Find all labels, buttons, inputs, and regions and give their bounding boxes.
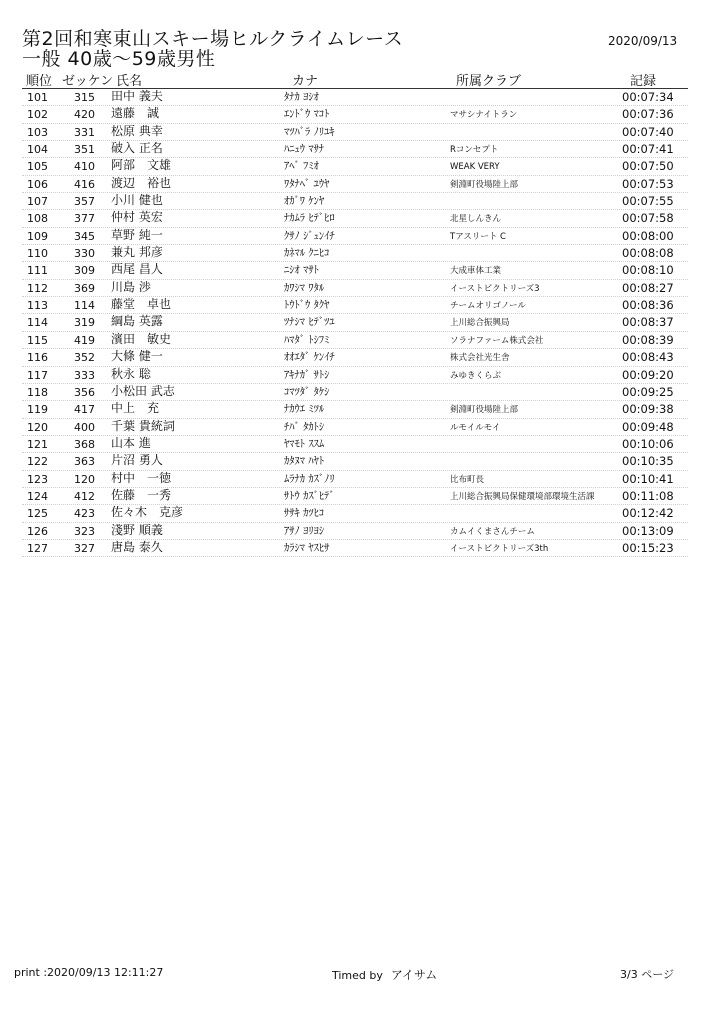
cell-kana: ﾔﾏﾓﾄ ｽｽﾑ [284, 437, 325, 450]
cell-rank: 106 [27, 177, 48, 191]
cell-club: 剣淵町役場陸上部 [450, 405, 519, 416]
cell-rank: 111 [27, 264, 48, 278]
cell-kana: ｶﾜｼﾏ ﾜﾀﾙ [284, 281, 325, 294]
cell-kana: ﾆｼｵ ﾏｻﾄ [284, 264, 319, 277]
cell-time: 00:08:08 [622, 246, 674, 261]
cell-time: 00:07:58 [622, 211, 674, 226]
cell-rank: 124 [27, 489, 48, 503]
cell-bib: 333 [74, 368, 95, 382]
cell-rank: 107 [27, 195, 48, 209]
cell-rank: 123 [27, 472, 48, 486]
table-row [0, 297, 724, 314]
cell-rank: 105 [27, 160, 48, 174]
race-date: 2020/09/13 [608, 34, 678, 48]
cell-name: 中上 充 [111, 401, 160, 416]
results-table [0, 89, 724, 557]
cell-rank: 102 [27, 108, 48, 122]
table-row [0, 453, 724, 470]
table-row [0, 176, 724, 193]
cell-rank: 127 [27, 541, 48, 555]
cell-kana: ｻｻｷ ｶﾂﾋｺ [284, 507, 325, 520]
cell-club: 比布町長 [450, 474, 485, 485]
cell-bib: 114 [74, 299, 95, 313]
table-row [0, 367, 724, 384]
cell-time: 00:07:34 [622, 90, 674, 104]
cell-club: 株式会社光生舎 [450, 353, 510, 364]
cell-kana: ﾜﾀﾅﾍﾞ ﾕｳﾔ [284, 177, 330, 190]
cell-bib: 351 [74, 143, 95, 157]
cell-name: 渡辺 裕也 [111, 175, 172, 190]
cell-kana: ｶﾀﾇﾏ ﾊﾔﾄ [284, 455, 325, 468]
category-title: 一般 40歳～59歳男性 [22, 48, 216, 70]
cell-name: 佐々木 克彦 [111, 505, 184, 520]
cell-name: 遠藤 誠 [111, 106, 160, 121]
cell-rank: 121 [27, 437, 48, 451]
cell-time: 00:09:20 [622, 367, 674, 382]
table-row [0, 106, 724, 123]
table-row [0, 505, 724, 522]
cell-kana: ｵｵｴﾀﾞ ｹﾝｲﾁ [284, 351, 335, 364]
cell-name: 大條 健一 [111, 349, 163, 364]
cell-time: 00:10:06 [622, 436, 674, 451]
col-time-header: 記録 [630, 74, 657, 89]
col-kana-header: カナ [292, 74, 319, 89]
cell-bib: 368 [74, 437, 95, 451]
cell-time: 00:08:43 [622, 350, 674, 365]
cell-club: 北星しんきん [450, 214, 502, 225]
cell-bib: 417 [74, 403, 95, 417]
cell-kana: ｱｷﾅｶﾞ ｻﾄｼ [284, 368, 330, 381]
cell-time: 00:15:23 [622, 540, 674, 555]
cell-bib: 357 [74, 195, 95, 209]
cell-bib: 412 [74, 489, 95, 503]
cell-name: 兼丸 邦彦 [111, 245, 163, 260]
cell-bib: 423 [74, 507, 95, 521]
cell-rank: 118 [27, 385, 48, 399]
cell-name: 秋永 聡 [111, 366, 151, 381]
col-club-header: 所属クラブ [456, 74, 522, 89]
cell-time: 00:07:36 [622, 107, 674, 122]
cell-club: ソラナファーム株式会社 [450, 335, 544, 346]
cell-bib: 356 [74, 385, 95, 399]
cell-rank: 108 [27, 212, 48, 226]
print-timestamp: print :2020/09/13 12:11:27 [14, 966, 164, 979]
cell-bib: 410 [74, 160, 95, 174]
cell-bib: 315 [74, 91, 95, 104]
table-row [0, 540, 724, 557]
cell-time: 00:12:42 [622, 506, 674, 521]
cell-name: 小松田 武志 [111, 383, 175, 398]
cell-rank: 122 [27, 455, 48, 469]
cell-kana: ﾊﾆｭｳ ﾏｻﾅ [284, 143, 325, 156]
table-row [0, 262, 724, 279]
cell-time: 00:08:36 [622, 298, 674, 313]
cell-club: Tアスリート C [450, 231, 506, 242]
table-row [0, 488, 724, 505]
cell-rank: 112 [27, 281, 48, 295]
cell-club: イーストビクトリーズ3th [450, 543, 549, 554]
table-row [0, 280, 724, 297]
cell-kana: ｱﾍﾞ ﾌﾐｵ [284, 160, 319, 173]
cell-bib: 420 [74, 108, 95, 122]
cell-time: 00:10:41 [622, 471, 674, 486]
column-headers [0, 70, 724, 89]
cell-bib: 120 [74, 472, 95, 486]
cell-time: 00:07:53 [622, 176, 674, 191]
cell-kana: ﾀﾅｶ ﾖｼｵ [284, 91, 319, 103]
table-row [0, 158, 724, 175]
table-row [0, 401, 724, 418]
cell-time: 00:07:50 [622, 159, 674, 174]
cell-rank: 103 [27, 125, 48, 139]
table-row [0, 210, 724, 227]
cell-rank: 125 [27, 507, 48, 521]
cell-name: 淺野 順義 [111, 522, 163, 537]
cell-kana: ｶﾗｼﾏ ﾔｽﾋｻ [284, 541, 330, 554]
cell-club: 剣淵町役場陸上部 [450, 179, 519, 190]
cell-time: 00:13:09 [622, 523, 674, 538]
cell-rank: 120 [27, 420, 48, 434]
cell-time: 00:08:37 [622, 315, 674, 330]
table-row [0, 384, 724, 401]
cell-rank: 101 [27, 91, 48, 104]
cell-club: ルモイルモイ [450, 422, 501, 433]
cell-club: マサシナイトラン [450, 110, 518, 121]
table-row [0, 141, 724, 158]
cell-kana: ｸｻﾉ ｼﾞｭﾝｲﾁ [284, 229, 335, 242]
cell-bib: 416 [74, 177, 95, 191]
timed-by [332, 966, 437, 983]
cell-time: 00:10:35 [622, 454, 674, 469]
table-row [0, 124, 724, 141]
table-row [0, 349, 724, 366]
cell-kana: ｴﾝﾄﾞｳ ﾏｺﾄ [284, 108, 330, 121]
cell-bib: 331 [74, 125, 95, 139]
cell-club: 上川総合振興局保健環境部環境生活課 [450, 491, 595, 502]
cell-club: Rコンセプト [450, 145, 499, 156]
race-title: 第2回和寒東山スキー場ヒルクライムレース [22, 28, 404, 50]
cell-time: 00:08:00 [622, 228, 674, 243]
cell-bib: 352 [74, 351, 95, 365]
cell-rank: 126 [27, 524, 48, 538]
table-row [0, 419, 724, 436]
cell-bib: 377 [74, 212, 95, 226]
cell-kana: ｶﾈﾏﾙ ｸﾆﾋｺ [284, 247, 330, 260]
cell-bib: 400 [74, 420, 95, 434]
table-row [0, 193, 724, 210]
cell-name: 佐藤 一秀 [111, 487, 172, 502]
timed-by-label: Timed by [332, 969, 383, 982]
cell-club: WEAK VERY [450, 162, 500, 173]
table-row [0, 436, 724, 453]
col-bib-header: ゼッケン [62, 74, 114, 89]
cell-kana: ﾂﾅｼﾏ ﾋﾃﾞﾂﾕ [284, 316, 335, 329]
cell-rank: 117 [27, 368, 48, 382]
cell-time: 00:07:55 [622, 194, 674, 209]
cell-bib: 363 [74, 455, 95, 469]
cell-name: 千葉 貴統詞 [111, 418, 175, 433]
table-row [0, 245, 724, 262]
table-row [0, 523, 724, 540]
cell-name: 破入 正名 [111, 141, 163, 156]
cell-time: 00:11:08 [622, 488, 674, 503]
cell-time: 00:07:41 [622, 142, 674, 157]
cell-bib: 345 [74, 229, 95, 243]
cell-kana: ｱｻﾉ ﾖﾘﾖｼ [284, 524, 325, 537]
cell-kana: ﾅｶﾑﾗ ﾋﾃﾞﾋﾛ [284, 212, 335, 225]
col-name-header: 氏名 [116, 74, 143, 89]
cell-club: 大成車体工業 [450, 266, 502, 277]
cell-name: 田中 義夫 [111, 89, 163, 103]
cell-bib: 419 [74, 333, 95, 347]
table-row [0, 332, 724, 349]
cell-name: 阿部 文雄 [111, 158, 172, 173]
cell-kana: ｵｶﾞﾜ ｹﾝﾔ [284, 195, 325, 208]
table-row [0, 471, 724, 488]
cell-bib: 369 [74, 281, 95, 295]
cell-bib: 319 [74, 316, 95, 330]
cell-club: チームオリゴノール [450, 301, 526, 312]
cell-name: 濱田 敏史 [111, 331, 172, 346]
cell-name: 仲村 英宏 [111, 210, 163, 225]
cell-bib: 327 [74, 541, 95, 555]
cell-rank: 114 [27, 316, 48, 330]
cell-bib: 330 [74, 247, 95, 261]
cell-time: 00:09:38 [622, 402, 674, 417]
cell-time: 00:07:40 [622, 124, 674, 139]
timer-name: アイサム [390, 968, 438, 982]
cell-kana: ﾅｶｳｴ ﾐﾂﾙ [284, 403, 325, 416]
cell-name: 草野 純一 [111, 227, 163, 242]
col-rank-header: 順位 [26, 74, 53, 89]
cell-time: 00:08:27 [622, 280, 674, 295]
cell-bib: 309 [74, 264, 95, 278]
cell-kana: ﾏﾂﾊﾞﾗ ﾉﾘﾕｷ [284, 125, 335, 138]
cell-name: 山本 進 [111, 435, 151, 450]
cell-kana: ｺﾏﾂﾀﾞ ﾀｹｼ [284, 385, 330, 398]
cell-kana: ﾊﾏﾀﾞ ﾄｼﾌﾐ [284, 333, 330, 346]
cell-name: 西尾 昌人 [111, 262, 163, 277]
cell-kana: ﾄｳﾄﾞｳ ﾀｸﾔ [284, 299, 330, 312]
cell-name: 綱島 英露 [111, 314, 163, 329]
cell-time: 00:09:25 [622, 384, 674, 399]
cell-name: 村中 一徳 [111, 470, 172, 485]
cell-club: イーストビクトリーズ3 [450, 283, 540, 294]
cell-rank: 110 [27, 247, 48, 261]
page-number: 3/3 ページ [620, 968, 674, 981]
cell-club: 上川総合振興局 [450, 318, 510, 329]
cell-time: 00:08:10 [622, 263, 674, 278]
cell-kana: ﾑﾗﾅｶ ｶｽﾞﾉﾘ [284, 472, 335, 485]
cell-rank: 109 [27, 229, 48, 243]
cell-name: 片沼 勇人 [111, 453, 163, 468]
cell-bib: 323 [74, 524, 95, 538]
cell-rank: 116 [27, 351, 48, 365]
cell-name: 唐島 泰久 [111, 539, 163, 554]
cell-name: 松原 典幸 [111, 123, 163, 138]
cell-club: みゆきくらぶ [450, 370, 502, 381]
cell-kana: ｻﾄｳ ｶｽﾞﾋﾃﾞ [284, 489, 335, 502]
table-row [0, 314, 724, 331]
table-row [0, 89, 724, 106]
cell-rank: 104 [27, 143, 48, 157]
table-row [0, 228, 724, 245]
cell-name: 藤堂 卓也 [111, 297, 172, 312]
cell-name: 小川 健也 [111, 193, 163, 208]
row-divider [22, 556, 688, 557]
cell-time: 00:08:39 [622, 332, 674, 347]
cell-rank: 115 [27, 333, 48, 347]
cell-rank: 119 [27, 403, 48, 417]
cell-rank: 113 [27, 299, 48, 313]
cell-club: カムイくまさんチーム [450, 526, 535, 537]
cell-time: 00:09:48 [622, 419, 674, 434]
cell-name: 川島 渉 [111, 279, 151, 294]
cell-kana: ﾁﾊﾞ ﾀｶﾄｼ [284, 420, 325, 433]
